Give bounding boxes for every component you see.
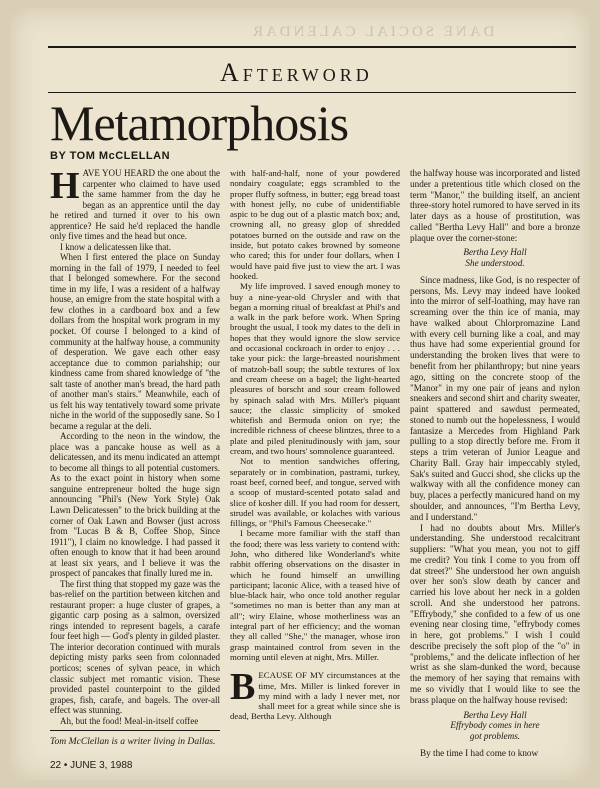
paragraph: Since madness, like God, is no respecter of persons, Ms. Levy may indeed have looked into the mirror of self-loathing, may have ran screaming over the thin ice of mania, may have walked about Chlorpromazine Land with every cell burning like a coal, and may thus have had some experiential ground for understanding the broken lives that were to benefit from her philanthropy; but nine years ago, sitting on the concrete stoop of the "Manor" in my one pair of jeans and nylon sneakers and second shirt and charity sweater, paint spattered and sawdust permeated, stoned to numb out the hopelessness, I would fantasize a Mercedes from Highland Park pulling to a stop directly before me. From it steps a trim veteran of Junior League and Charity Ball. Gray hair impeccably styled, Sak's suited and Gucci shod, she clicks up the walkway with all the confidence money can buy, places a perfectly manicured hand on my shoulder, and announces, "I'm Bertha Levy, and I understand." bbox=[410, 274, 580, 522]
plaque-line: Bertha Levy Hall bbox=[463, 709, 527, 720]
column-1 bbox=[50, 165, 220, 728]
header-rule-bottom bbox=[48, 92, 576, 93]
column-2 bbox=[230, 168, 400, 753]
paragraph: When I first entered the place on Sunday morning in the fall of 1979, I needed to feel that I belonged somewhere. For the second time in my life, I was a resident of a halfway house, an emigre from the state hospital with a few clothes in a cardboard box and a few dollars from the hospital work program in my pocket. Of course I belonged to a kind of community at the halfway house, a community of desperation. We gave each other easy acceptance due to common pariahship; our kindness came from shared knowledge of "the salt taste of another man's bread, the hard path of another man's stairs." Meanwhile, each of us felt his way tentatively toward some private niche in the world of the supposedly sane. So I became a regular at the deli. bbox=[50, 252, 220, 431]
plaque-line: Effrybody comes in here bbox=[450, 720, 540, 731]
plaque-inscription-revised bbox=[410, 710, 580, 742]
paragraph: with half-and-half, none of your powdered nondairy coagulate; eggs scrambled to the proper fluffy softness, in butter; egg bread toast with honest jelly, no cube of unidentifiable aspic to be dug out of a plastic match box; and, crowning all, no greasy glop of shredded potatoes burned on the outside and raw on the inside, but potato cakes browned by someone who cared; this for under four dollars, when I would have paid five just to view the art. I was hooked. bbox=[230, 168, 400, 281]
page bbox=[10, 8, 590, 780]
paragraph-text: ECAUSE OF MY circumstances at the time, Mrs. Miller is linked forever in my mind with a lady I never met, nor shall meet for a great while since she is dead, Bertha Levy. Although bbox=[230, 670, 400, 722]
paragraph: Ah, but the food! Meal-in-itself coffee bbox=[60, 715, 199, 726]
paragraph-text: AVE YOU HEARD the one about the carpenter who claimed to have used the same hammer from the day he began as an apprentice until the day he retired and turned it over to his own apprentice? He said he'd replaced the handle only five times and the head but once. bbox=[50, 168, 220, 242]
byline: BY TOM McCLELLAN bbox=[50, 150, 171, 162]
paragraph: The first thing that stopped my gaze was the bas-relief on the partition between kitchen and restaurant proper: a huge cluster of grapes, a gigantic carp posing as a salmon, oversized rings intended to represent bagels, a carafe four feet high — God's plenty in gilded plaster. The interior decoration continued with murals depicting misty parks seen from colonnaded porticos; scenes of sylvan peace, in which classic subject met romantic vision. These provided pastel counterpoint to the gilded grapes, fish, carafe, and bagels. The over-all effect was stunning. bbox=[50, 578, 220, 716]
article-title: Metamorphosis bbox=[50, 95, 349, 151]
paragraph: Not to mention sandwiches offering, separately or in combination, pastrami, turkey, roast beef, corned beef, and tongue, served with a scoop of mustard-scented potato salad and slice of kosher dill. If you had room for dessert, strudel was available, or kolaches with various fillings, or "Phil's Famous Cheesecake." bbox=[230, 456, 400, 529]
paragraph: I had no doubts about Mrs. Miller's understanding. She understood recalcitrant suppliers: "What you mean, you not to giff me credit? You tink I come to you from off dat street?" She understood her own anguish over her son's slow death by cancer and carried his love about her neck in a golden scroll. And she understood her patrons. "Effrybody," she confided to a few of us one evening near closing time, "effrybody comes in here, got problems." I wish I could describe precisely the soft plop of the "o" in "problems," and the delicate inflection of her wrist as she slam-dunked the word, because the memory of her saying that remains with me so vividly that I would like to see the brass plaque on the halfway house revised: bbox=[410, 522, 580, 705]
plaque-inscription bbox=[410, 247, 580, 269]
paragraph: My life improved. I saved enough money to buy a nine-year-old Chrysler and with that began a morning ritual of breakfast at Phil's and a walk in the park before work. When Spring brought the usual, I took my dates to the deli in hopes that they would ignore the slow service and occasional cockroach in order to enjoy . . . take your pick: the large-breasted nourishment of matzoh-ball soup; the subtle textures of lox and cream cheese on a bagel; the light-hearted pleasures of borscht and sour cream followed by spinach salad with Mrs. Miller's piquant sauce; the classic simplicity of smoked whitefish and Bermuda onion on rye; the incredible richness of cheese blintzes, three to a plate and piled plenitudinously with jam, sour cream, and two hours' somnolence guaranteed. bbox=[230, 281, 400, 457]
paragraph: According to the neon in the window, the place was a pancake house as well as a delicatessen, and its menu indicated an attempt to become all things to all potential customers. As to the exact point in history when some sanguine entrepreneur bolted the huge sign announcing "Phil's (New York Style) Oak Lawn Delicatessen" to the brick building at the corner of Oak Lawn and Bowser (just across from "Lucas B & B, Coffee Shop, Since 1911"), I claim no knowledge. I had passed it often enough to know that it had been around at least six years, and I believe it was the prospect of pancakes that finally lured me in. bbox=[50, 431, 220, 579]
section-heading: Afterword bbox=[220, 58, 373, 87]
bio-rule bbox=[50, 730, 220, 731]
drop-cap: H bbox=[50, 165, 80, 207]
paragraph: I know a delicatessen like that. bbox=[60, 241, 171, 252]
plaque-line: She understood. bbox=[465, 258, 525, 269]
paragraph bbox=[50, 165, 220, 242]
column-3 bbox=[410, 168, 580, 768]
page-folio: 22 • JUNE 3, 1988 bbox=[50, 760, 133, 771]
bleed-through-header: DANE SOCIAL CALENDAR bbox=[250, 24, 495, 40]
paragraph bbox=[230, 666, 400, 722]
paragraph: By the time I had come to know bbox=[420, 747, 539, 758]
paragraph: I became more familiar with the staff than the food; there was less variety to contend with: John, who dithered like Wonderland's white rabbit offering observations on the disaster in which he found himself an unwilling participant; laconic Alice, with a teased hive of blue-black hair, who once told another regular "sometimes no man is better than any man at all"; wiry Elaine, whose motherliness was an integral part of her efficiency; and the woman they all called "She," the manager, whose iron grasp maintained control from seven in the morning until eleven at night, Mrs. Miller. bbox=[230, 528, 400, 662]
header-rule-top bbox=[48, 46, 576, 48]
plaque-line: got problems. bbox=[469, 731, 521, 742]
drop-cap: B bbox=[230, 666, 256, 709]
paragraph: the halfway house was incorporated and listed under a pretentious title which closed on the term "Manor," the building itself, an ancient three-story hotel rumored to have served in its later days as a house of prostitution, was called "Bertha Levy Hall" and bore a bronze plaque over the corner-stone: bbox=[410, 168, 580, 243]
plaque-line: Bertha Levy Hall bbox=[463, 247, 527, 258]
author-bio: Tom McClellan is a writer living in Dallas. bbox=[50, 736, 216, 747]
